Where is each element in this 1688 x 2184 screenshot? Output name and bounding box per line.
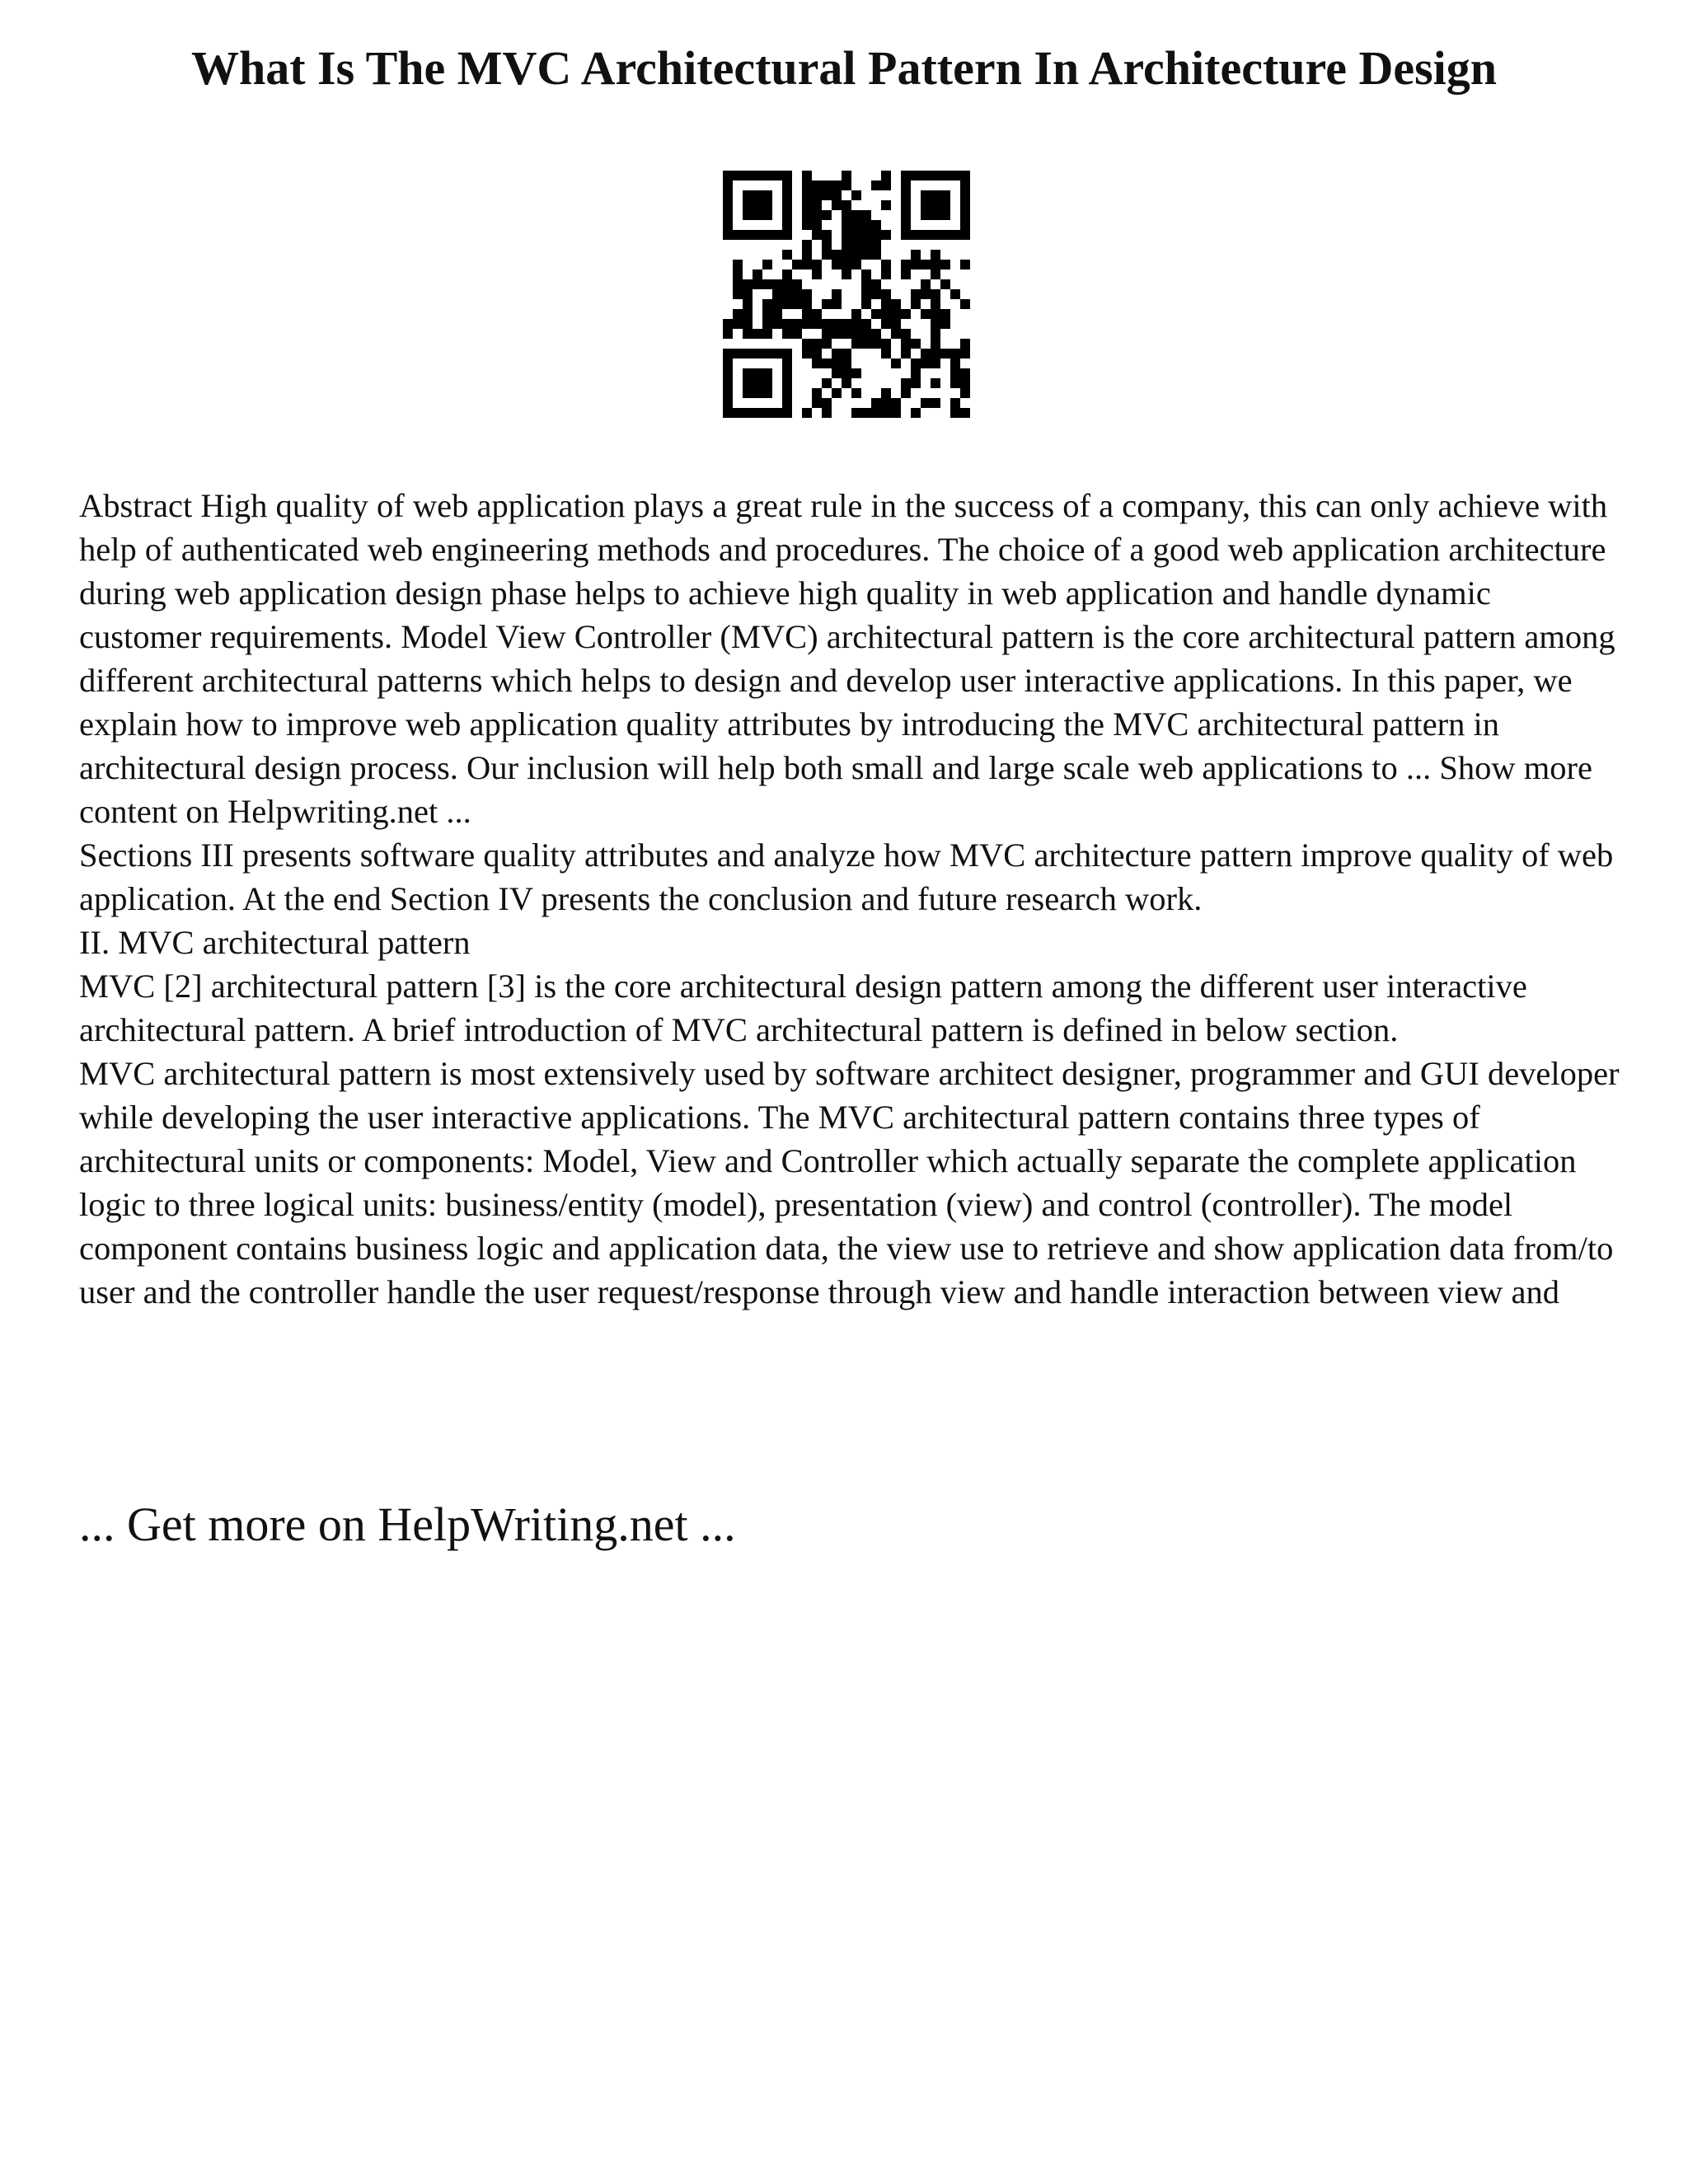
article-body (79, 484, 1620, 1314)
section-heading: II. MVC architectural pattern (79, 924, 471, 961)
qr-code-graphic (723, 171, 970, 418)
paragraph-abstract: Abstract High quality of web application plays a great rule in the success of a company, this can only achieve with help of authenticated web engineering methods and procedures. The choice of a good web application architecture during web application design phase helps to achieve high quality in web application and handle dynamic customer requirements. Model View Controller (MVC) architectural pattern is the core architectural pattern among different architectural patterns which helps to design and develop user interactive applications. In this paper, we explain how to improve web application quality attributes by introducing the MVC architectural pattern in architectural design process. Our inclusion will help both small and large scale web applications to ... Show more content on Helpwriting.net ... (79, 487, 1615, 830)
paragraph-mvc-intro: MVC [2] architectural pattern [3] is the core architectural design pattern among the different user interactive architectural pattern. A brief introduction of MVC architectural pattern is defined in below section. (79, 968, 1527, 1048)
paragraph-sections: Sections III presents software quality attributes and analyze how MVC architecture pattern improve quality of web application. At the end Section IV presents the conclusion and future research work. (79, 837, 1614, 917)
paragraph-mvc-details: MVC architectural pattern is most extensively used by software architect designer, programmer and GUI developer while developing the user interactive applications. The MVC architectural pattern contains three types of architectural units or components: Model, View and Controller which actually separate the complete application logic to three logical units: business/entity (model), presentation (view) and control (controller). The model component contains business logic and application data, the view use to retrieve and show application data from/to user and the controller handle the user request/response through view and handle interaction between view and (79, 1055, 1620, 1310)
qr-code-icon (723, 171, 970, 418)
get-more-link[interactable]: ... Get more on HelpWriting.net ... (79, 1497, 736, 1551)
page-title: What Is The MVC Architectural Pattern In Architecture Design (190, 41, 1498, 95)
